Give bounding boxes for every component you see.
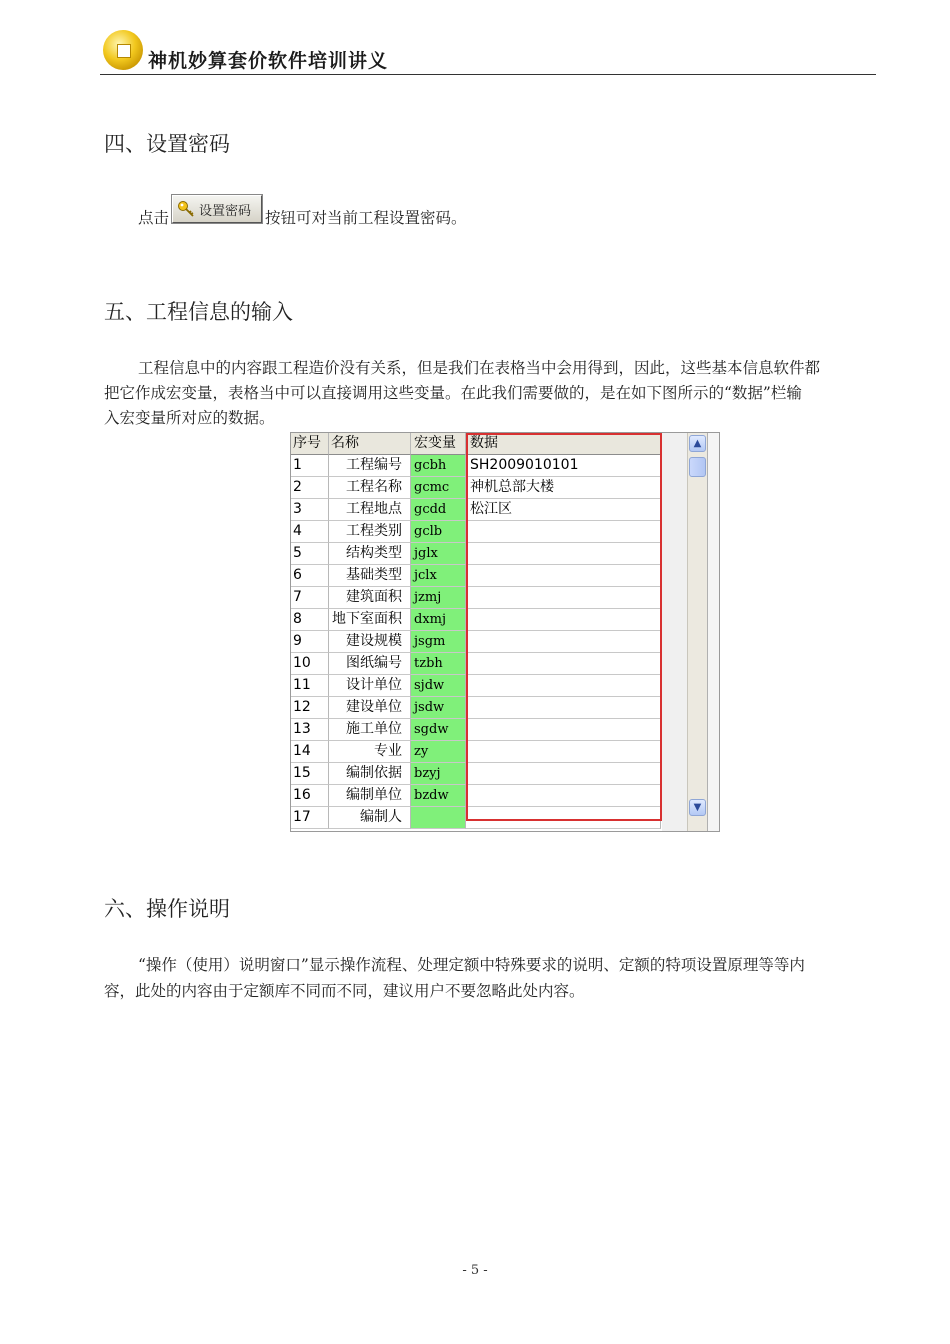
grid-cell-data[interactable]: 神机总部大楼 [466,477,661,499]
grid-cell-macro-variable[interactable]: bzdw [411,785,466,807]
table-row[interactable] [291,807,662,829]
grid-cell-data[interactable] [466,763,661,785]
grid-cell-macro-variable[interactable] [411,807,466,829]
grid-cell-macro-variable[interactable]: sjdw [411,675,466,697]
section-heading-4: 四、设置密码 [104,132,230,156]
grid-cell-data[interactable] [466,631,661,653]
table-row[interactable] [291,631,662,653]
grid-cell-macro-variable[interactable]: jsdw [411,697,466,719]
grid-cell-macro-variable[interactable]: gclb [411,521,466,543]
grid-cell-name[interactable]: 专业 [329,741,411,763]
grid-cell-data[interactable]: 松江区 [466,499,661,521]
grid-cell-number[interactable]: 8 [291,609,329,631]
grid-cell-macro-variable[interactable]: tzbh [411,653,466,675]
grid-cell-name[interactable]: 建设单位 [329,697,411,719]
column-header-data[interactable]: 数据 [466,433,661,455]
grid-cell-name[interactable]: 编制单位 [329,785,411,807]
grid-cell-data[interactable]: SH2009010101 [466,455,661,477]
grid-cell-name[interactable]: 建设规模 [329,631,411,653]
grid-cell-data[interactable] [466,741,661,763]
header-rule [100,74,876,75]
grid-cell-number[interactable]: 7 [291,587,329,609]
grid-cell-name[interactable]: 建筑面积 [329,587,411,609]
table-row[interactable] [291,675,662,697]
key-icon [177,200,195,218]
grid-cell-name[interactable]: 工程名称 [329,477,411,499]
table-row[interactable] [291,697,662,719]
grid-cell-number[interactable]: 10 [291,653,329,675]
grid-cell-name[interactable]: 图纸编号 [329,653,411,675]
set-password-button[interactable] [172,195,262,223]
section6-para-line-1: “操作（使用）说明窗口”显示操作流程、处理定额中特殊要求的说明、定额的特项设置原理等等内 [138,956,805,974]
grid-cell-number[interactable]: 17 [291,807,329,829]
grid-cell-name[interactable]: 编制人 [329,807,411,829]
column-header-macro-variable[interactable]: 宏变量 [411,433,466,455]
grid-cell-data[interactable] [466,697,661,719]
table-row[interactable] [291,763,662,785]
grid-cell-macro-variable[interactable]: jzmj [411,587,466,609]
grid-cell-number[interactable]: 3 [291,499,329,521]
grid-cell-number[interactable]: 11 [291,675,329,697]
grid-cell-name[interactable]: 工程类别 [329,521,411,543]
scroll-down-icon[interactable]: ▼ [689,799,706,816]
grid-cell-data[interactable] [466,807,661,829]
section4-text-after: 按钮可对当前工程设置密码。 [265,209,467,227]
grid-cell-macro-variable[interactable]: gcdd [411,499,466,521]
document-title: 神机妙算套价软件培训讲义 [148,50,389,72]
grid-cell-number[interactable]: 5 [291,543,329,565]
grid-cell-data[interactable] [466,675,661,697]
grid-cell-number[interactable]: 14 [291,741,329,763]
table-row[interactable] [291,521,662,543]
page-number: - 5 - [462,1263,488,1278]
table-row[interactable] [291,455,662,477]
table-row[interactable] [291,653,662,675]
grid-cell-data[interactable] [466,521,661,543]
section5-para-line-2: 把它作成宏变量，表格当中可以直接调用这些变量。在此我们需要做的，是在如下图所示的“数据”栏输 [104,384,802,402]
grid-cell-number[interactable]: 6 [291,565,329,587]
table-row[interactable] [291,785,662,807]
scroll-thumb[interactable] [689,457,706,477]
grid-cell-data[interactable] [466,565,661,587]
grid-cell-macro-variable[interactable]: gcmc [411,477,466,499]
grid-cell-macro-variable[interactable]: dxmj [411,609,466,631]
grid-cell-name[interactable]: 编制依据 [329,763,411,785]
grid-cell-name[interactable]: 施工单位 [329,719,411,741]
vertical-scrollbar[interactable] [687,433,708,832]
table-row[interactable] [291,565,662,587]
grid-cell-number[interactable]: 9 [291,631,329,653]
grid-cell-number[interactable]: 4 [291,521,329,543]
scroll-up-icon[interactable]: ▲ [689,435,706,452]
grid-cell-data[interactable] [466,719,661,741]
table-row[interactable] [291,609,662,631]
grid-cell-data[interactable] [466,587,661,609]
grid-cell-data[interactable] [466,653,661,675]
grid-cell-macro-variable[interactable]: jclx [411,565,466,587]
grid-cell-number[interactable]: 15 [291,763,329,785]
grid-cell-macro-variable[interactable]: gcbh [411,455,466,477]
grid-cell-macro-variable[interactable]: jglx [411,543,466,565]
section6-para-line-2: 容，此处的内容由于定额库不同而不同，建议用户不要忽略此处内容。 [104,982,585,1000]
section5-para-line-1: 工程信息中的内容跟工程造价没有关系，但是我们在表格当中会用得到，因此，这些基本信息软件都 [138,359,821,377]
table-row[interactable] [291,741,662,763]
grid-cell-name[interactable]: 地下室面积 [329,609,411,631]
grid-cell-name[interactable]: 基础类型 [329,565,411,587]
section-heading-5: 五、工程信息的输入 [104,300,293,324]
grid-cell-name[interactable]: 结构类型 [329,543,411,565]
grid-cell-macro-variable[interactable]: bzyj [411,763,466,785]
grid-cell-macro-variable[interactable]: zy [411,741,466,763]
grid-cell-macro-variable[interactable]: jsgm [411,631,466,653]
grid-header-row [291,433,662,455]
grid-cell-number[interactable]: 16 [291,785,329,807]
table-row[interactable] [291,499,662,521]
window-edge [707,433,720,832]
table-row[interactable] [291,587,662,609]
grid-cell-data[interactable] [466,543,661,565]
grid-cell-number[interactable]: 2 [291,477,329,499]
grid-cell-number[interactable]: 1 [291,455,329,477]
project-info-grid [290,432,720,832]
grid-cell-macro-variable[interactable]: sgdw [411,719,466,741]
table-row[interactable] [291,719,662,741]
column-header-number[interactable]: 序号 [291,433,329,455]
grid-cell-name[interactable]: 工程地点 [329,499,411,521]
table-row[interactable] [291,477,662,499]
table-row[interactable] [291,543,662,565]
grid-cell-name[interactable]: 工程编号 [329,455,411,477]
grid-empty-area [662,433,687,832]
grid-cell-number[interactable]: 12 [291,697,329,719]
section-heading-6: 六、操作说明 [104,897,230,921]
grid-cell-data[interactable] [466,609,661,631]
coin-logo-icon [103,30,143,70]
grid-cell-name[interactable]: 设计单位 [329,675,411,697]
grid-cell-number[interactable]: 13 [291,719,329,741]
section4-text-before: 点击 [138,209,170,227]
set-password-button-label: 设置密码 [199,203,252,219]
section5-para-line-3: 入宏变量所对应的数据。 [104,409,275,427]
column-header-name[interactable]: 名称 [329,433,411,455]
grid-cell-data[interactable] [466,785,661,807]
